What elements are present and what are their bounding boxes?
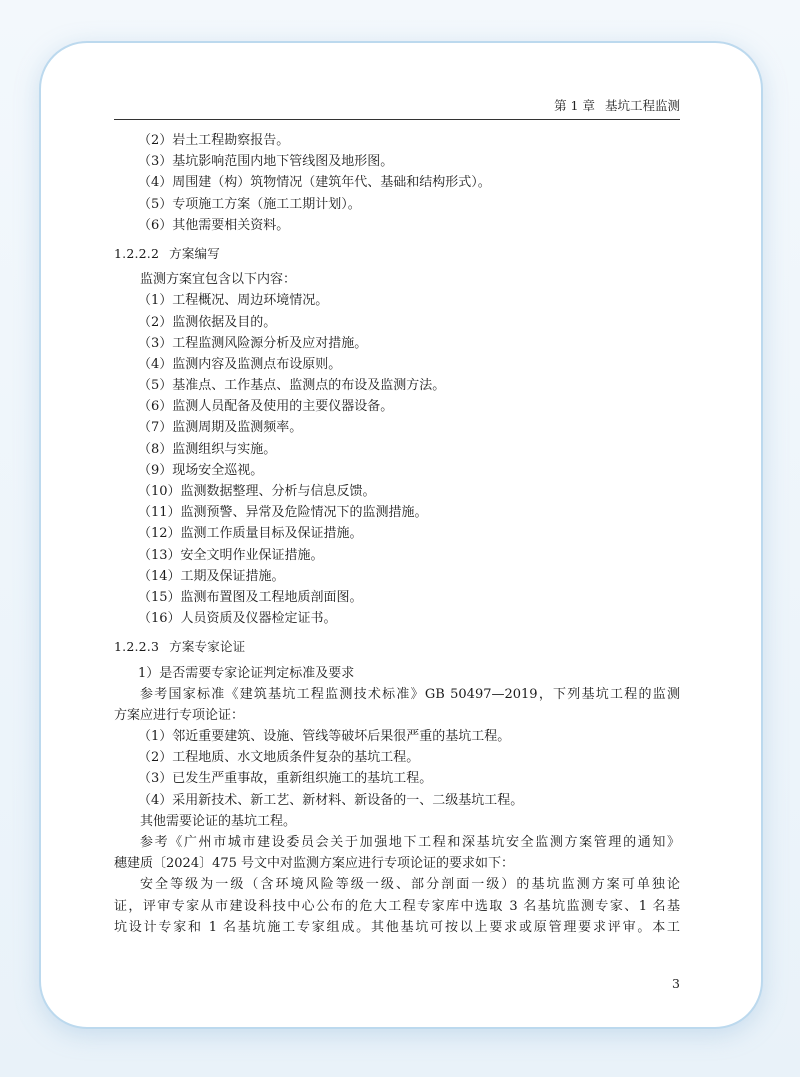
list-item: （1）邻近重要建筑、设施、管线等破坏后果很严重的基坑工程。 [138, 729, 511, 745]
paragraph-line: 参考国家标准《建筑基坑工程监测技术标准》GB 50497—2019，下列基坑工程的监测 [140, 686, 680, 702]
list-item: （5）基准点、工作基点、监测点的布设及监测方法。 [138, 378, 446, 394]
list-item: （3）基坑影响范围内地下管线图及地形图。 [138, 154, 394, 170]
list-item: （3）已发生严重事故，重新组织施工的基坑工程。 [138, 771, 433, 787]
list-item: （4）监测内容及监测点布设原则。 [138, 356, 342, 372]
paragraph-line: 坑设计专家和 1 名基坑施工专家组成。其他基坑可按以上要求或原管理要求评审。本工 [114, 919, 680, 935]
list-item: （14）工期及保证措施。 [138, 568, 285, 584]
section-title: 方案编写 [169, 245, 220, 261]
list-item: （6）其他需要相关资料。 [138, 217, 290, 233]
paragraph-line: 穗建质〔2024〕475 号文中对监测方案应进行专项论证的要求如下： [114, 856, 515, 872]
paragraph-line: 方案应进行专项论证： [114, 707, 245, 723]
list-item: （10）监测数据整理、分析与信息反馈。 [138, 484, 376, 499]
running-head [114, 97, 680, 120]
list-item: （4）周围建（构）筑物情况（建筑年代、基础和结构形式）。 [138, 175, 491, 191]
list-item: （7）监测周期及监测频率。 [138, 420, 303, 436]
list-item: （16）人员资质及仪器检定证书。 [138, 611, 337, 627]
list-item: （12）监测工作质量目标及保证措施。 [138, 526, 363, 542]
list-item: （11）监测预警、异常及危险情况下的监测措施。 [138, 505, 428, 521]
list-item: （6）监测人员配备及使用的主要仪器设备。 [138, 399, 394, 415]
section-number: 1.2.2.3 [114, 639, 160, 655]
list-item: （3）工程监测风险源分析及应对措施。 [138, 335, 368, 351]
list-item: （15）监测布置图及工程地质剖面图。 [138, 589, 363, 605]
section-intro: 监测方案宜包含以下内容： [140, 272, 297, 288]
list-item: （8）监测组织与实施。 [138, 441, 277, 457]
section-number: 1.2.2.2 [114, 245, 160, 261]
paragraph-line: 证，评审专家从市建设科技中心公布的危大工程专家库中选取 3 名基坑监测专家、1 名基 [114, 898, 680, 914]
paragraph-line: 安全等级为一级（含环境风险等级一级、部分剖面一级）的基坑监测方案可单独论 [140, 877, 680, 893]
list-item: （2）监测依据及目的。 [138, 314, 277, 330]
section-title: 方案专家论证 [169, 639, 246, 655]
paragraph-line: 参考《广州市城市建设委员会关于加强地下工程和深基坑安全监测方案管理的通知》 [140, 835, 680, 850]
list-item: （13）安全文明作业保证措施。 [138, 547, 324, 563]
list-item: （5）专项施工方案（施工工期计划）。 [138, 196, 361, 212]
list-item: （2）岩土工程勘察报告。 [138, 133, 290, 148]
list-item: （4）采用新技术、新工艺、新材料、新设备的一、二级基坑工程。 [138, 792, 524, 808]
page-number: 3 [672, 976, 680, 991]
chapter-title: 基坑工程监测 [604, 98, 680, 113]
chapter-label: 第 1 章 [554, 98, 595, 113]
section-heading-1222 [114, 243, 680, 264]
subsection-heading: 1）是否需要专家论证判定标准及要求 [138, 665, 355, 681]
paragraph-line: 其他需要论证的基坑工程。 [140, 813, 297, 829]
page-content [114, 130, 680, 938]
list-item: （1）工程概况、周边环境情况。 [138, 293, 329, 309]
section-heading-1223 [114, 636, 680, 657]
list-item: （2）工程地质、水文地质条件复杂的基坑工程。 [138, 750, 420, 766]
list-item: （9）现场安全巡视。 [138, 462, 264, 478]
